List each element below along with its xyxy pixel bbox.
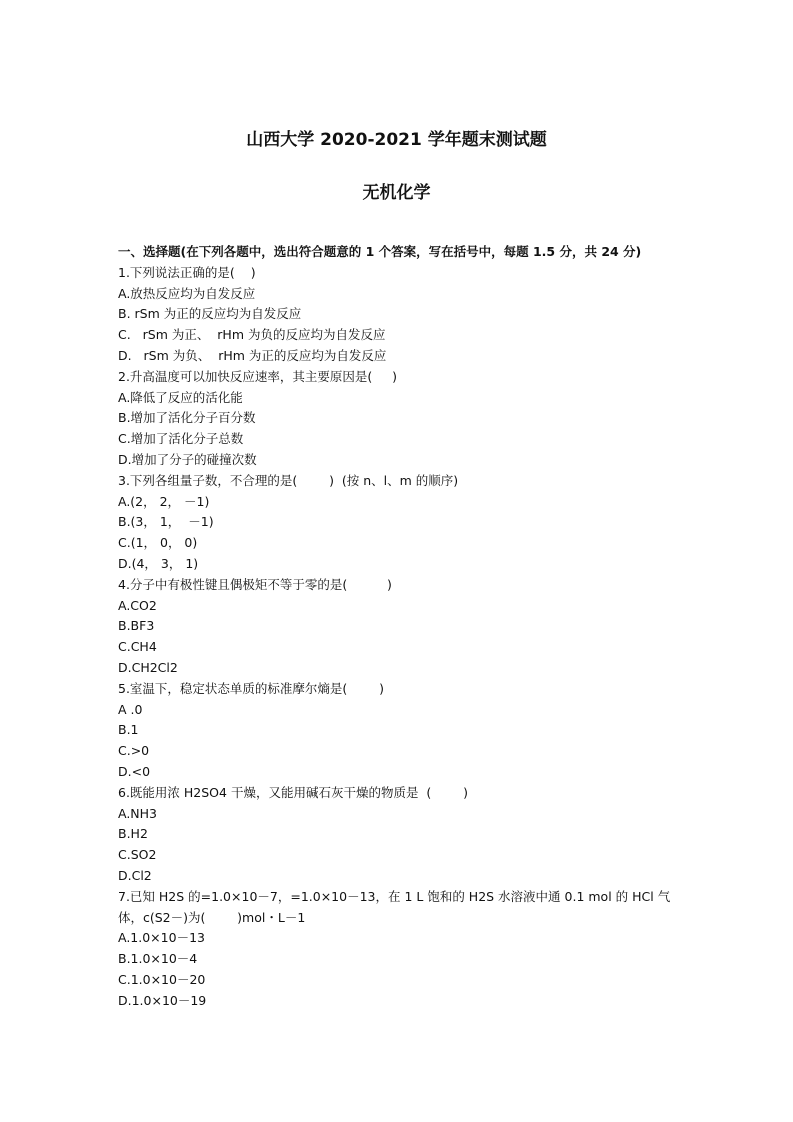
text-line: B.(3， 1， －1) — [118, 514, 214, 530]
text-line: D.CH2Cl2 — [118, 659, 178, 675]
text-line: C.SO2 — [118, 847, 157, 863]
text-line: A.降低了反应的活化能 — [118, 389, 243, 405]
text-line: 6.既能用浓 H2SO4 干燥，又能用碱石灰干燥的物质是 ( ) — [118, 784, 468, 800]
text-line: B.1 — [118, 722, 139, 738]
text-line: D.增加了分子的碰撞次数 — [118, 451, 257, 467]
text-line: 7.已知 H2S 的=1.0×10－7，=1.0×10－13，在 1 L 饱和的 H2S 水溶液中通 0.1 mol 的 HCl 气 — [118, 888, 671, 904]
text-line: 3.下列各组量子数，不合理的是( ) (按 n、l、m 的顺序) — [118, 472, 459, 488]
text-line: B.增加了活化分子百分数 — [118, 410, 256, 426]
text-line: B.BF3 — [118, 618, 155, 634]
question-list — [118, 242, 688, 1011]
text-line: A.1.0×10－13 — [118, 930, 205, 946]
text-line: B.1.0×10－4 — [118, 951, 198, 967]
text-line: 5.室温下，稳定状态单质的标准摩尔熵是( ) — [118, 680, 384, 696]
text-line: D.<0 — [118, 763, 151, 779]
section-heading: 一、选择题(在下列各题中，选出符合题意的 1 个答案，写在括号中，每题 1.5 分，共 24 分) — [118, 244, 642, 259]
text-line: D.Cl2 — [118, 867, 152, 883]
text-line: C.1.0×10－20 — [118, 971, 206, 987]
text-line: C.CH4 — [118, 639, 157, 655]
text-line: 4.分子中有极性键且偶极矩不等于零的是( ) — [118, 576, 392, 592]
text-line: B.H2 — [118, 826, 148, 842]
text-line: 2.升高温度可以加快反应速率，其主要原因是( ) — [118, 368, 398, 384]
text-line: D.1.0×10－19 — [118, 992, 207, 1008]
document-subtitle: 无机化学 — [362, 183, 431, 203]
text-line: B. rSm 为正的反应均为自发反应 — [118, 306, 302, 322]
text-line: A.CO2 — [118, 597, 157, 613]
text-line: D.(4， 3， 1) — [118, 555, 199, 571]
text-line: C. rSm 为正、 rHm 为负的反应均为自发反应 — [118, 327, 386, 343]
text-line: C.>0 — [118, 743, 150, 759]
text-line: A.放热反应均为自发反应 — [118, 285, 256, 301]
text-line: 体，c(S2－)为( )mol・L－1 — [118, 909, 306, 925]
text-line: A .0 — [118, 701, 143, 717]
text-line: A.(2， 2， －1) — [118, 493, 210, 509]
text-line: C.增加了活化分子总数 — [118, 431, 244, 447]
text-line: A.NH3 — [118, 805, 158, 821]
text-line: 1.下列说法正确的是( ) — [118, 264, 256, 280]
text-line: D. rSm 为负、 rHm 为正的反应均为自发反应 — [118, 347, 387, 363]
document-title: 山西大学 2020-2021 学年题末测试题 — [246, 130, 547, 150]
text-line: C.(1， 0， 0) — [118, 535, 198, 551]
